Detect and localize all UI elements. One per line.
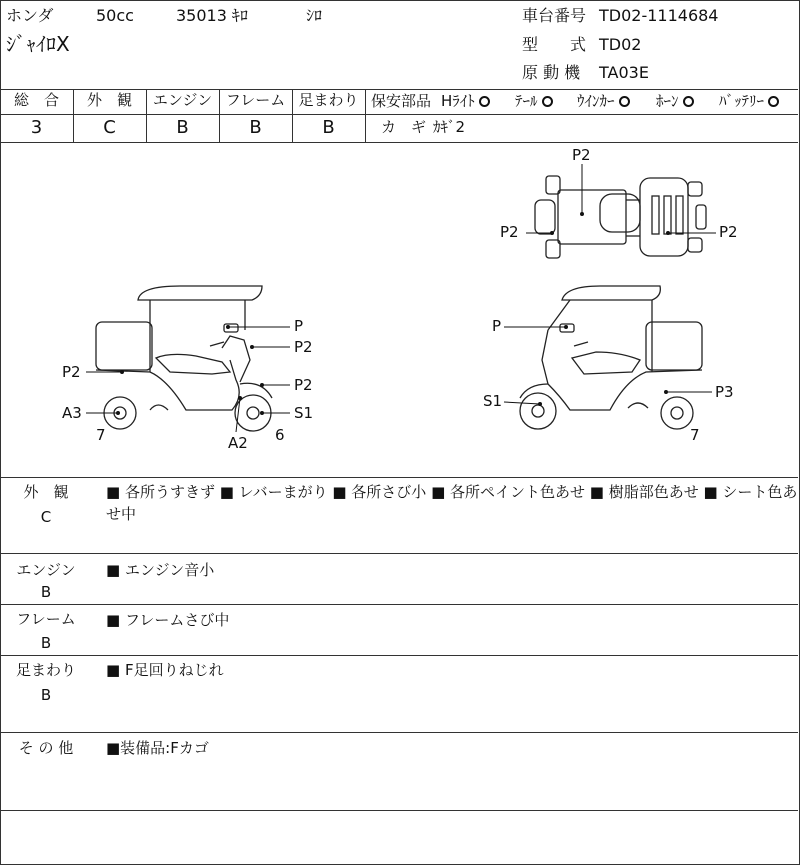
damage-label: S1	[483, 392, 503, 410]
maker-name: ホンダ	[6, 6, 54, 25]
section-grade-suspension: B	[40, 686, 52, 704]
left-side-scooter-icon	[96, 286, 272, 431]
damage-label: P	[294, 317, 304, 335]
tire-tread-value: 6	[275, 426, 285, 444]
tire-tread-value: 7	[690, 426, 700, 444]
safety-parts-label: 保安部品	[371, 92, 432, 110]
mileage: 35013 ｷﾛ	[176, 6, 248, 25]
comment-line: ■ エンジン音小	[106, 561, 215, 579]
grade-header-suspension: 足まわり	[298, 91, 359, 109]
section-label-frame: フレーム	[16, 610, 76, 628]
type-value: TD02	[599, 35, 642, 54]
damage-label: P2	[294, 338, 313, 356]
model-name: ｼﾞｬｲﾛX	[6, 32, 70, 56]
divider	[0, 810, 798, 811]
section-comment-suspension	[106, 659, 224, 681]
comment-line: ■装備品:Fカゴ	[106, 739, 209, 757]
damage-label: S1	[294, 404, 314, 422]
grade-frame: B	[249, 117, 262, 138]
safety-headlight-label: Hﾗｲﾄ	[441, 92, 475, 110]
divider	[0, 553, 798, 554]
section-label-engine: エンジン	[16, 561, 76, 579]
grade-suspension: B	[322, 117, 335, 138]
section-label-exterior: 外 観	[23, 483, 69, 501]
engine-model-value: TA03E	[599, 63, 649, 82]
damage-label: P3	[715, 383, 734, 401]
damage-label: A3	[62, 404, 82, 422]
section-grade-frame: B	[40, 634, 52, 652]
safety-battery-label: ﾊﾞｯﾃﾘｰ	[719, 92, 765, 110]
safety-taillight-label: ﾃｰﾙ	[515, 92, 538, 110]
tire-tread-value: 7	[96, 426, 106, 444]
divider	[0, 604, 798, 605]
divider	[0, 732, 798, 733]
comment-line: せ中	[106, 505, 137, 523]
comment-line: ■ 各所うすきず ■ レバーまがり ■ 各所さび小 ■ 各所ペイント色あせ ■ 樹脂部色あせ ■ シート色あ	[106, 483, 798, 501]
comment-line: ■ F足回りねじれ	[106, 661, 224, 679]
grade-header-engine: エンジン	[152, 91, 213, 109]
section-comment-engine	[106, 559, 214, 581]
divider	[0, 655, 798, 656]
chassis-number: TD02-1114684	[599, 6, 719, 25]
grade-header-frame: フレーム	[225, 91, 286, 109]
type-label: 型 式	[522, 35, 587, 54]
top-view-scooter-icon	[535, 176, 706, 258]
section-comment-other	[106, 737, 209, 759]
grade-header-exterior: 外 観	[86, 91, 132, 109]
grade-overall: 3	[30, 117, 43, 138]
key-label: カ ギ	[381, 118, 427, 136]
comment-line: ■ フレームさび中	[106, 611, 230, 629]
section-label-other: そ の 他	[18, 739, 74, 757]
damage-label: P2	[294, 376, 313, 394]
safety-winker-label: ｳｲﾝｶｰ	[577, 92, 615, 110]
divider	[0, 477, 798, 478]
body-color: ｼﾛ	[306, 6, 323, 25]
damage-label: P2	[62, 363, 81, 381]
damage-label: P2	[572, 146, 591, 164]
engine-model-label: 原 動 機	[522, 63, 581, 82]
section-comment-exterior	[106, 481, 797, 525]
safety-horn-label: ﾎｰﾝ	[656, 92, 679, 110]
damage-label: P2	[500, 223, 519, 241]
engine-cc: 50cc	[96, 6, 134, 25]
section-grade-exterior: C	[40, 508, 52, 526]
key-value: ｶｷﾞ2	[433, 118, 466, 136]
chassis-label: 車台番号	[522, 6, 587, 25]
grade-exterior: C	[103, 117, 116, 138]
damage-label: A2	[228, 434, 248, 452]
section-comment-frame	[106, 609, 229, 631]
section-grade-engine: B	[40, 583, 52, 601]
section-label-suspension: 足まわり	[15, 661, 76, 679]
grade-engine: B	[176, 117, 189, 138]
grade-header-overall: 総 合	[13, 91, 59, 109]
damage-label: P	[492, 317, 502, 335]
damage-label: P2	[719, 223, 738, 241]
right-side-scooter-icon	[520, 286, 702, 429]
